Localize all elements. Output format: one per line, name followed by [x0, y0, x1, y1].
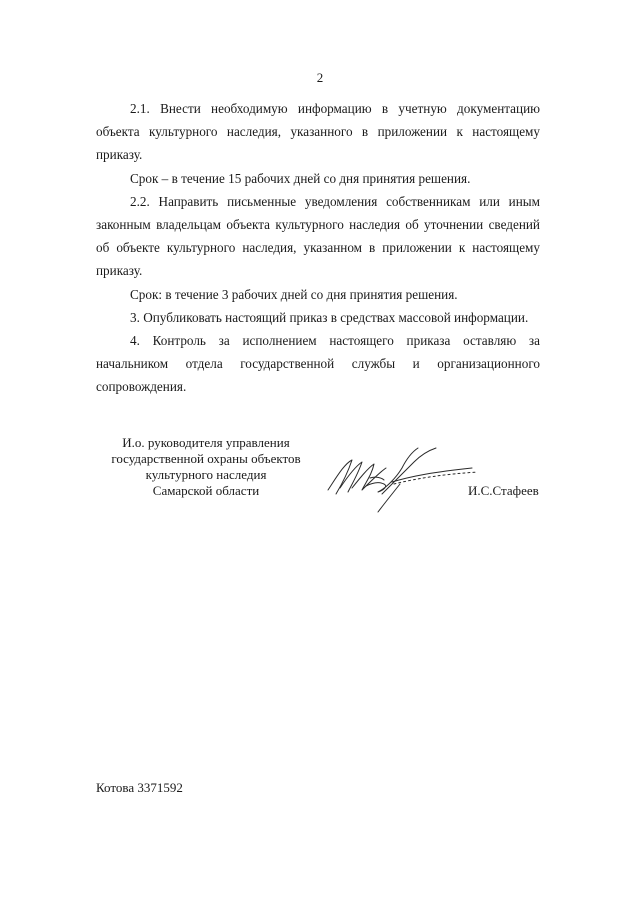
deadline-2-1: Срок – в течение 15 рабочих дней со дня принятия решения. — [130, 170, 471, 186]
signatory-title-line: И.о. руководителя управления — [122, 435, 290, 450]
paragraph-2-2: 2.2. Направить письменные уведомления собственникам или иным законным владельцам объекта культурного наследия об уточнении сведений об объекте культурного наследия, указанном в приложении к настоящему приказу. — [96, 193, 540, 279]
paragraph-2-1: 2.1. Внести необходимую информацию в учетную документацию объекта культурного наследия, указанного в приложении к настоящему приказу. — [96, 101, 540, 163]
signatory-title-line: Самарской области — [152, 483, 260, 498]
deadline-2-2: Срок: в течение 3 рабочих дней со дня принятия решения. — [130, 286, 458, 302]
signatory-title-line: культурного наследия — [145, 467, 267, 482]
executor-contact: Котова 3371592 — [96, 780, 183, 795]
page-number: 2 — [316, 70, 324, 85]
document-body — [96, 97, 540, 399]
signatory-title — [96, 435, 316, 499]
handwritten-signature — [322, 438, 482, 518]
signer-name: И.С.Стафеев — [468, 483, 539, 498]
paragraph-3: 3. Опубликовать настоящий приказ в средствах массовой информации. — [130, 309, 529, 325]
signatory-title-line: государственной охраны объектов — [111, 451, 301, 466]
paragraph-4: 4. Контроль за исполнением настоящего приказа оставляю за начальником отдела государственной службы и организационного сопровождения. — [96, 333, 540, 395]
